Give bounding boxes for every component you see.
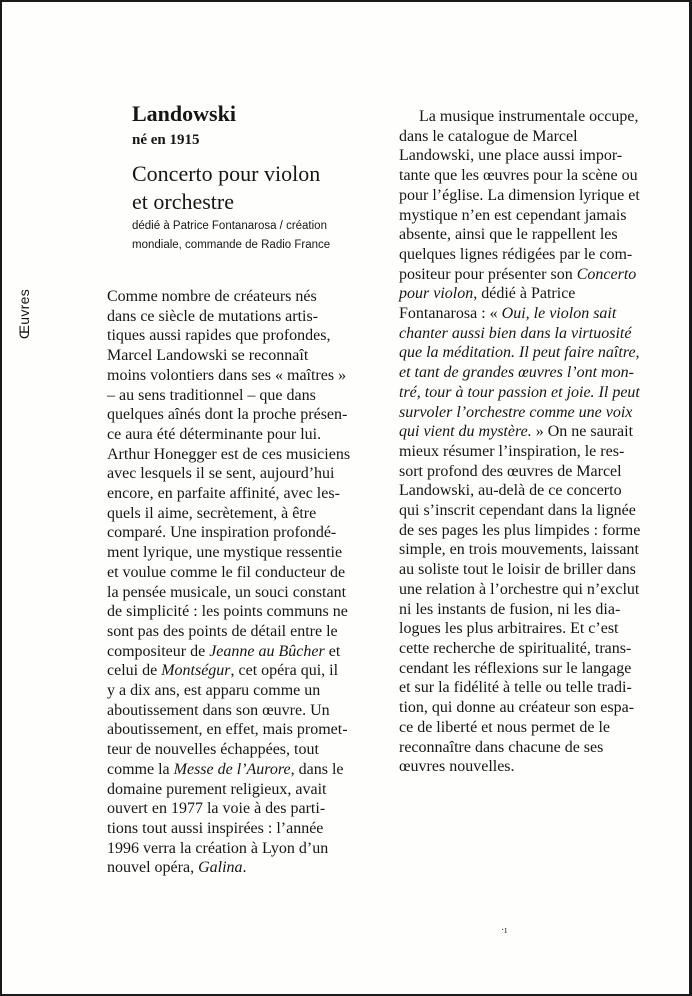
text-line: ce aura été déterminante pour lui. bbox=[107, 425, 322, 443]
text-line: pour l’église. La dimension lyrique et bbox=[399, 186, 640, 204]
text-line: quelques lignes rédigées par le com- bbox=[399, 245, 633, 263]
text-line: domaine purement religieux, avait bbox=[107, 780, 327, 798]
composer-birth-year: né en 1915 bbox=[132, 132, 200, 148]
text-line: et sur la fidélité à telle ou telle tradi- bbox=[399, 679, 632, 697]
text-line: une relation à l’orchestre qui n’exclut bbox=[399, 580, 640, 598]
text-line: ce de liberté et nous permet de le bbox=[399, 718, 611, 736]
composer-name: Landowski bbox=[132, 101, 236, 126]
text-line bbox=[107, 661, 350, 681]
text-line: quels il aime, secrètement, à être bbox=[107, 504, 317, 522]
text-segment: positeur pour présenter son bbox=[399, 265, 577, 283]
text-line: moins volontiers dans ses « maîtres » bbox=[107, 366, 347, 384]
text-line: de ses pages les plus limpides : forme bbox=[399, 521, 641, 539]
text-line: ouvert en 1977 la voie à des parti- bbox=[107, 800, 326, 818]
quote-italic: tré, tour à tour passion et joie. Il peut bbox=[399, 383, 640, 401]
text-line: logues les plus arbitraires. Et c’est bbox=[399, 620, 619, 638]
text-line bbox=[399, 284, 640, 304]
text-segment: Fontanarosa : « bbox=[399, 305, 502, 323]
dedication bbox=[132, 217, 362, 255]
text-line: sont pas des points de détail entre le bbox=[107, 622, 338, 640]
text-line: y a dix ans, est apparu comme un bbox=[107, 682, 321, 700]
left-column-text bbox=[107, 287, 350, 878]
text-line bbox=[399, 422, 640, 442]
text-line: reconnaître dans chacune de ses bbox=[399, 738, 604, 756]
text-line: 1996 verra la création à Lyon d’un bbox=[107, 839, 329, 857]
text-line: œuvres nouvelles. bbox=[399, 758, 515, 776]
text-line: aboutissement dans son œuvre. Un bbox=[107, 701, 330, 719]
work-reference-italic: Messe de l’Aurore bbox=[173, 760, 291, 778]
page-mark: ·ı bbox=[501, 925, 508, 936]
text-line bbox=[399, 265, 640, 285]
text-line: de simplicité : les points communs ne bbox=[107, 603, 348, 621]
text-line: – au sens traditionnel – que dans bbox=[107, 386, 316, 404]
text-line: qui s’inscrit cependant dans la lignée bbox=[399, 502, 636, 520]
text-line: ment lyrique, une mystique ressentie bbox=[107, 544, 343, 562]
text-line: tion, qui donne au créateur son espa- bbox=[399, 699, 635, 717]
text-line: dans le catalogue de Marcel bbox=[399, 127, 578, 145]
text-line bbox=[107, 858, 350, 878]
text-segment: et bbox=[324, 642, 341, 660]
text-segment: compositeur de bbox=[107, 642, 210, 660]
text-line bbox=[107, 642, 350, 662]
text-line: au soliste tout le loisir de briller dans bbox=[399, 561, 636, 579]
dedication-line-1: dédié à Patrice Fontanarosa / création bbox=[132, 220, 327, 232]
text-line: la pensée musicale, un souci constant bbox=[107, 583, 347, 601]
quote-italic: qui vient du mystère. bbox=[399, 423, 532, 441]
text-line: tiques aussi rapides que profondes, bbox=[107, 327, 331, 345]
text-line: cette recherche de spiritualité, trans- bbox=[399, 639, 632, 657]
text-line: Comme nombre de créateurs nés bbox=[107, 288, 317, 305]
text-line: absente, ainsi que le rappellent les bbox=[399, 226, 618, 244]
work-title bbox=[132, 160, 382, 216]
text-segment: . bbox=[242, 859, 247, 877]
text-line: mieux résumer l’inspiration, le res- bbox=[399, 442, 625, 460]
text-line: Landowski, une place aussi impor- bbox=[399, 147, 623, 165]
text-line bbox=[399, 304, 640, 324]
dedication-line-2: mondiale, commande de Radio France bbox=[132, 239, 331, 251]
work-reference-italic: Jeanne au Bûcher bbox=[209, 642, 325, 660]
text-line: comparé. Une inspiration profondé- bbox=[107, 524, 337, 542]
text-segment: nouvel opéra, bbox=[107, 859, 199, 877]
quote-italic: et tant de grandes œuvres l’ont mon- bbox=[399, 364, 634, 382]
text-line bbox=[399, 403, 640, 423]
text-line: avec lesquels il se sent, aujourd’hui bbox=[107, 465, 335, 483]
quote-italic: que la méditation. Il peut faire naître, bbox=[399, 344, 640, 362]
work-reference-italic: Montségur bbox=[161, 662, 231, 680]
text-line: aboutissement, en effet, mais promet- bbox=[107, 721, 348, 739]
text-line: tions tout aussi inspirées : l’année bbox=[107, 819, 324, 837]
quote-italic: Oui, le violon sait bbox=[501, 305, 617, 323]
text-segment: , dédié à Patrice bbox=[473, 285, 576, 303]
section-side-label: Œuvres bbox=[16, 288, 32, 339]
text-segment: , cet opéra qui, il bbox=[230, 662, 339, 680]
text-line: cendant les réflexions sur le langage bbox=[399, 659, 632, 677]
text-line: quelques aînés dont la proche présen- bbox=[107, 406, 348, 424]
work-title-line-2: et orchestre bbox=[132, 189, 234, 214]
text-line: ni les instants de fusion, ni les dia- bbox=[399, 600, 621, 618]
text-line: Landowski, au-delà de ce concerto bbox=[399, 482, 622, 500]
text-line bbox=[399, 363, 640, 383]
work-reference-italic: Concerto bbox=[576, 265, 637, 283]
work-title-line-1: Concerto pour violon bbox=[132, 161, 321, 186]
text-segment: » On ne saurait bbox=[531, 423, 634, 441]
text-line: mystique n’en est cependant jamais bbox=[399, 206, 627, 224]
text-line: dans ce siècle de mutations artis- bbox=[107, 307, 319, 325]
work-reference-italic: pour violon bbox=[399, 285, 474, 303]
text-segment: La musique instrumentale occupe, bbox=[419, 108, 639, 125]
quote-italic: chanter aussi bien dans la virtuosité bbox=[399, 324, 632, 342]
text-line: encore, en parfaite affinité, avec les- bbox=[107, 485, 340, 503]
text-line: Arthur Honegger est de ces musiciens bbox=[107, 445, 351, 463]
right-column-text bbox=[399, 107, 640, 777]
text-line: Marcel Landowski se reconnaît bbox=[107, 347, 309, 365]
work-reference-italic: Galina bbox=[198, 859, 243, 877]
text-line bbox=[107, 760, 350, 780]
text-line bbox=[399, 383, 640, 403]
text-line bbox=[399, 107, 640, 127]
text-line bbox=[399, 324, 640, 344]
text-segment: , dans le bbox=[290, 760, 344, 778]
text-segment: celui de bbox=[107, 662, 162, 680]
quote-italic: survoler l’orchestre comme une voix bbox=[399, 403, 633, 421]
text-line: simple, en trois mouvements, laissant bbox=[399, 541, 639, 559]
text-line: teur de nouvelles échappées, tout bbox=[107, 741, 319, 759]
text-line: et voulue comme le fil conducteur de bbox=[107, 563, 346, 581]
text-segment: comme la bbox=[107, 760, 174, 778]
text-line bbox=[399, 343, 640, 363]
text-line: sort profond des œuvres de Marcel bbox=[399, 462, 622, 480]
text-line: tante que les œuvres pour la scène ou bbox=[399, 167, 638, 185]
